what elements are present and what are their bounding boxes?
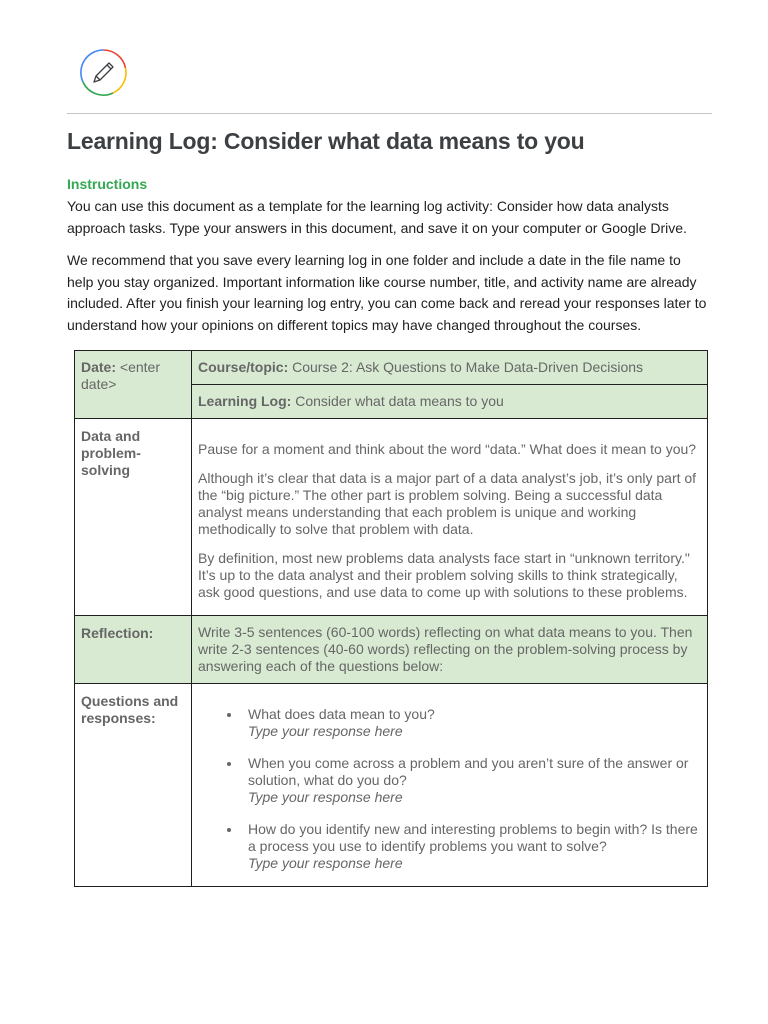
reflection-label: Reflection: <box>81 625 154 641</box>
instructions-heading: Instructions <box>67 176 148 192</box>
data-problem-solving-content <box>192 419 708 616</box>
pencil-icon <box>79 48 128 97</box>
questions-list <box>198 706 700 872</box>
questions-label: Questions and responses: <box>81 693 179 726</box>
section-paragraph: Although it’s clear that data is a major part of a data analyst’s job, it’s only part of the “big picture.” The other part is problem solving. Being a successful data analyst means understanding that each problem is unique and working methodically to solve that problem with data. <box>198 470 697 537</box>
question-text: How do you identify new and interesting problems to begin with? Is there a process you use to identify problems you want to solve? <box>248 821 698 854</box>
date-cell[interactable] <box>75 351 192 419</box>
log-cell <box>192 385 708 419</box>
list-item <box>242 706 700 740</box>
questions-label-cell <box>75 684 192 887</box>
course-value: Course 2: Ask Questions to Make Data-Driven Decisions <box>292 359 644 375</box>
reflection-text: Write 3-5 sentences (60-100 words) reflecting on what data means to you. Then write 2-3 sentences (40-60 words) reflecting on the problem-solving process by answering each of the questions below: <box>192 616 708 684</box>
instructions-paragraph-1: You can use this document as a template for the learning log activity: Consider how data analysts approach tasks. Type your answers in this document, and save it on your computer or Google Drive. <box>67 198 687 236</box>
question-text: What does data mean to you? <box>248 706 435 722</box>
reflection-label-cell <box>75 616 192 684</box>
list-item <box>242 821 700 872</box>
page-title: Learning Log: Consider what data means to you <box>67 128 585 154</box>
learning-log-table <box>74 350 708 887</box>
section-paragraph: Pause for a moment and think about the word “data.” What does it mean to you? <box>198 441 697 457</box>
logo <box>79 48 128 97</box>
section-label: Data and problem-solving <box>81 428 141 478</box>
instructions-paragraph-2: We recommend that you save every learning log in one folder and include a date in the file name to help you stay organized. Important information like course number, title, and activity name are already included. After you finish your learning log entry, you can come back and reread your responses later to understand how your opinions on different topics may have changed throughout the courses. <box>67 252 707 333</box>
log-value: Consider what data means to you <box>295 393 504 409</box>
response-field[interactable]: Type your response here <box>248 855 403 871</box>
questions-content <box>192 684 708 887</box>
response-field[interactable]: Type your response here <box>248 789 403 805</box>
date-value: <enter date> <box>81 359 160 392</box>
course-label: Course/topic: <box>198 359 289 375</box>
list-item <box>242 755 700 806</box>
section-paragraph: By definition, most new problems data analysts face start in “unknown territory." It’s up to the data analyst and their problem solving skills to think strategically, ask good questions, and use data to come up with solutions to these problems. <box>198 550 690 600</box>
data-problem-solving-label-cell <box>75 419 192 616</box>
question-text: When you come across a problem and you aren’t sure of the answer or solution, what do you do? <box>248 755 689 788</box>
response-field[interactable]: Type your response here <box>248 723 403 739</box>
date-label: Date: <box>81 359 117 375</box>
header-divider <box>67 113 712 114</box>
course-cell <box>192 351 708 385</box>
log-label: Learning Log: <box>198 393 292 409</box>
